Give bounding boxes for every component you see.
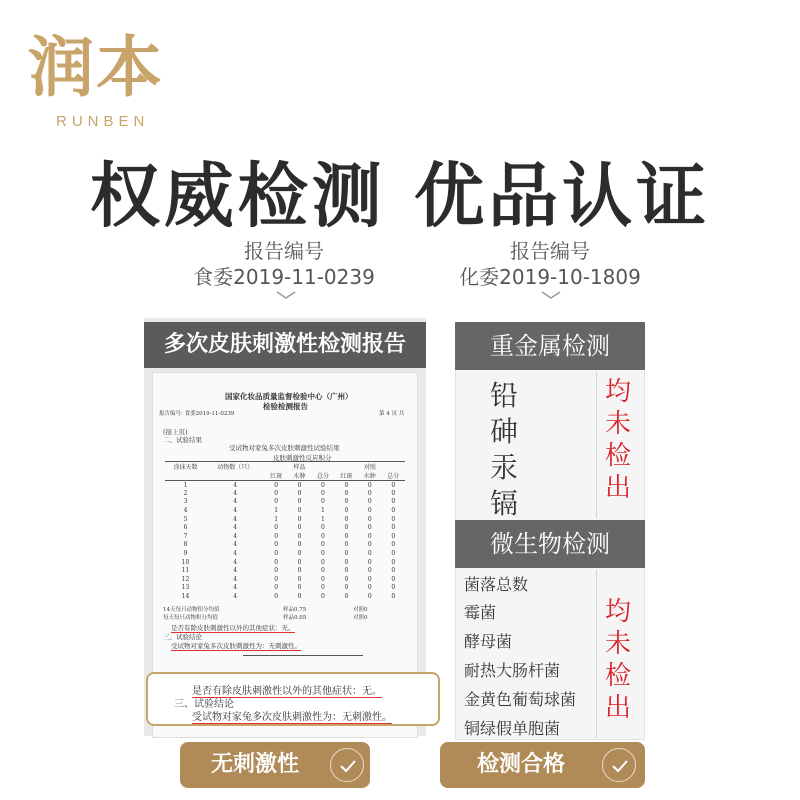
table-row: [165, 489, 405, 498]
result-char: 检: [604, 441, 631, 471]
table-cell: 0: [297, 498, 302, 506]
table-cell: 0: [367, 498, 372, 506]
microbe-result: [603, 596, 633, 724]
metal-item: 砷: [490, 415, 519, 448]
right-report-number: [440, 238, 660, 290]
table-cell: 0: [344, 584, 349, 592]
table-cell: 0: [344, 515, 349, 523]
table-cell: 0: [391, 498, 396, 506]
left-report-label: 报告编号: [244, 239, 324, 263]
table-cell: 0: [367, 541, 372, 549]
table-cell: 4: [183, 507, 188, 515]
table-cell: 0: [391, 593, 396, 601]
table-cell: 0: [344, 507, 349, 515]
table-cell: 0: [297, 550, 302, 558]
table-row: [165, 566, 405, 575]
table-cell: 4: [233, 567, 238, 575]
paper-cont: (接上页): [163, 428, 188, 436]
result-char: 均: [604, 597, 631, 627]
paper-sum1: 14天每只动物积分均值: [163, 607, 220, 613]
sub-col: 红斑: [270, 473, 283, 480]
table-cell: 0: [344, 550, 349, 558]
table-cell: 0: [274, 541, 279, 549]
table-row: [165, 549, 405, 558]
paper-table-title: 受试物对家兔多次皮肤刺激性试验结果: [229, 444, 340, 452]
table-cell: 0: [274, 532, 279, 540]
result-char: 未: [604, 629, 631, 659]
table-cell: 0: [367, 550, 372, 558]
table-cell: 0: [344, 575, 349, 583]
table-cell: 0: [367, 515, 372, 523]
table-cell: 0: [297, 575, 302, 583]
chevron-down-icon: [540, 290, 562, 300]
table-cell: 0: [321, 498, 325, 506]
table-cell: 0: [344, 532, 349, 540]
table-cell: 1: [274, 515, 279, 523]
table-cell: 0: [391, 575, 396, 583]
paper-sum2: 每天每只动物积分均值: [163, 615, 219, 621]
badge-label: 检测合格: [476, 752, 565, 777]
check-icon: [602, 748, 636, 782]
result-char: 出: [604, 473, 631, 503]
microbe-item: 耐热大肠杆菌: [464, 661, 561, 680]
table-cell: 0: [274, 593, 279, 601]
metal-item: 铅: [490, 379, 519, 412]
col-animals-header: 动物数（只）: [217, 464, 254, 471]
paper-sum2-sample: 样品0.05: [283, 615, 307, 621]
result-char: 检: [604, 661, 631, 691]
table-cell: 0: [321, 524, 325, 532]
table-cell: 0: [297, 541, 302, 549]
paper-sec3: 三、试验结论: [163, 633, 202, 641]
table-cell: 0: [391, 524, 396, 532]
divider: [596, 570, 597, 738]
paper-sec1: 二、试验结果: [163, 436, 202, 444]
right-report-value: 化委2019-10-1809: [459, 265, 641, 289]
table-cell: 0: [367, 481, 372, 489]
table-cell: 0: [344, 567, 349, 575]
table-cell: 4: [233, 532, 238, 540]
result-char: 均: [604, 377, 631, 407]
table-cell: 0: [321, 481, 325, 489]
col-control-header: 对照: [363, 464, 376, 471]
table-cell: 0: [344, 593, 349, 601]
table-cell: 0: [344, 481, 349, 489]
brand-name-en: RUNBEN: [56, 113, 150, 130]
table-row: [165, 541, 405, 550]
table-cell: 0: [391, 558, 396, 566]
divider: [596, 372, 597, 518]
table-cell: 4: [233, 575, 238, 583]
table-row: [165, 515, 405, 524]
heavy-metal-header: 重金属检测: [455, 322, 645, 370]
table-cell: 0: [367, 558, 372, 566]
paper-sum1-control: 对照0: [353, 607, 368, 613]
table-cell: 0: [297, 584, 302, 592]
paper-conclusion: 受试物对家兔多次皮肤刺激性为：无刺激性。: [171, 642, 301, 650]
headline: 权威检测 优品认证: [89, 155, 711, 237]
table-cell: 0: [321, 567, 325, 575]
table-cell: 0: [297, 515, 302, 523]
table-cell: 0: [391, 481, 396, 489]
table-cell: 4: [233, 498, 238, 506]
table-cell: 4: [233, 481, 238, 489]
table-cell: 0: [391, 550, 396, 558]
metal-result: [603, 376, 633, 504]
chevron-down-icon: [275, 290, 297, 300]
sub-col: 红斑: [340, 473, 353, 480]
table-cell: 14: [181, 593, 190, 601]
table-cell: 0: [274, 524, 279, 532]
sub-col: 总分: [316, 473, 329, 480]
table-cell: 13: [181, 584, 190, 592]
microbe-item: 酵母菌: [464, 632, 513, 651]
table-row: [165, 481, 405, 490]
table-cell: 0: [321, 532, 325, 540]
table-cell: 6: [183, 524, 188, 532]
badge-label: 无刺激性: [210, 752, 299, 777]
table-cell: 0: [274, 584, 279, 592]
table-cell: 0: [274, 481, 279, 489]
table-cell: 0: [344, 558, 349, 566]
table-cell: 0: [297, 567, 302, 575]
table-cell: 0: [321, 593, 325, 601]
table-cell: 0: [274, 550, 279, 558]
paper-report-no: 报告编号: 食委2019-11-0239: [159, 411, 235, 417]
table-cell: 0: [367, 524, 372, 532]
table-cell: 10: [181, 558, 190, 566]
table-cell: 2: [183, 489, 188, 497]
result-char: 出: [604, 693, 631, 723]
table-cell: 0: [297, 558, 302, 566]
table-row: [165, 498, 405, 507]
brand-logo: 润本: [28, 28, 164, 106]
table-cell: 0: [297, 481, 302, 489]
table-cell: 3: [183, 498, 188, 506]
table-cell: 9: [183, 550, 188, 558]
table-cell: 0: [274, 489, 279, 497]
table-cell: 5: [183, 515, 188, 523]
table-cell: 4: [233, 593, 238, 601]
table-cell: 4: [233, 507, 238, 515]
table-cell: 0: [391, 567, 396, 575]
col-sample-header: 样品: [293, 464, 306, 471]
table-cell: 4: [233, 489, 238, 497]
table-row: [165, 506, 405, 515]
table-cell: 0: [367, 593, 372, 601]
table-cell: 0: [321, 575, 325, 583]
microbe-header: 微生物检测: [455, 520, 645, 568]
paper-subtitle: 检验检测报告: [263, 402, 308, 411]
microbe-item: 金黄色葡萄球菌: [464, 690, 577, 709]
table-cell: 0: [367, 489, 372, 497]
table-cell: 1: [321, 507, 325, 515]
sub-col: 水肿: [363, 473, 376, 480]
table-cell: 0: [297, 507, 302, 515]
microbe-item: 霉菌: [464, 603, 497, 622]
zoom-line1: 是否有除皮肤刺激性以外的其他症状：无。: [192, 682, 382, 698]
table-row: [165, 532, 405, 541]
table-cell: 0: [391, 489, 396, 497]
table-cell: 7: [183, 532, 188, 540]
result-char: 未: [604, 409, 631, 439]
paper-org: 国家化妆品质量监督检验中心（广州）: [225, 392, 353, 401]
test-passed-badge: [440, 742, 645, 788]
table-cell: 0: [344, 524, 349, 532]
metal-item: 镉: [490, 487, 519, 520]
table-cell: 0: [367, 507, 372, 515]
table-row: [165, 575, 405, 584]
table-cell: 0: [391, 532, 396, 540]
no-irritation-badge: [180, 742, 370, 788]
table-cell: 8: [183, 541, 188, 549]
table-cell: 0: [391, 584, 396, 592]
report-panel-title: 多次皮肤刺激性检测报告: [144, 322, 426, 368]
table-cell: 0: [321, 584, 325, 592]
table-cell: 0: [391, 507, 396, 515]
table-row: [165, 592, 405, 601]
col-days-header: 涂抹天数: [173, 464, 198, 471]
table-cell: 0: [297, 524, 302, 532]
table-cell: 1: [274, 507, 279, 515]
table-cell: 0: [391, 515, 396, 523]
signature-line: [243, 655, 363, 656]
check-icon: [330, 748, 364, 782]
table-cell: 12: [181, 575, 190, 583]
table-cell: 0: [274, 558, 279, 566]
table-cell: 4: [233, 541, 238, 549]
sub-col: 水肿: [293, 473, 306, 480]
microbe-item: 菌落总数: [464, 575, 529, 594]
table-cell: 0: [321, 541, 325, 549]
table-cell: 0: [367, 567, 372, 575]
table-cell: 0: [297, 489, 302, 497]
right-report-label: 报告编号: [510, 239, 590, 263]
sub-col: 总分: [387, 473, 400, 480]
table-cell: 0: [344, 498, 349, 506]
metal-item: 汞: [490, 451, 519, 484]
zoom-sec: 三、试验结论: [174, 699, 234, 710]
results-table: [165, 461, 405, 601]
table-cell: 0: [297, 532, 302, 540]
paper-table-sub: 皮肤刺激性反应积分: [273, 454, 332, 462]
table-cell: 0: [344, 489, 349, 497]
left-report-number: [174, 238, 394, 290]
table-cell: 0: [367, 575, 372, 583]
paper-page: 第 4 页 共: [379, 411, 405, 417]
paper-sum2-control: 对照0: [353, 615, 368, 621]
table-cell: 1: [321, 515, 325, 523]
left-report-value: 食委2019-11-0239: [193, 265, 375, 289]
table-cell: 1: [183, 481, 188, 489]
paper-other: 是否有除皮肤刺激性以外的其他症状：无。: [171, 624, 295, 632]
table-cell: 0: [321, 489, 325, 497]
table-cell: 0: [367, 584, 372, 592]
table-cell: 0: [274, 567, 279, 575]
table-cell: 4: [233, 558, 238, 566]
table-cell: 0: [367, 532, 372, 540]
table-cell: 0: [274, 498, 279, 506]
table-cell: 4: [233, 524, 238, 532]
zoom-line2: 受试物对家兔多次皮肤刺激性为：无刺激性。: [192, 708, 392, 724]
table-cell: 0: [274, 575, 279, 583]
table-row: [165, 558, 405, 567]
table-cell: 0: [297, 593, 302, 601]
paper-sum1-sample: 样品0.75: [283, 607, 307, 613]
zoom-callout: [146, 672, 440, 726]
table-cell: 0: [391, 541, 396, 549]
table-cell: 0: [321, 550, 325, 558]
microbe-item: 铜绿假单胞菌: [464, 719, 561, 738]
table-cell: 4: [233, 515, 238, 523]
table-cell: 11: [181, 567, 190, 575]
table-row: [165, 584, 405, 593]
table-cell: 4: [233, 584, 238, 592]
table-row: [165, 523, 405, 532]
table-cell: 4: [233, 550, 238, 558]
table-cell: 0: [321, 558, 325, 566]
table-cell: 0: [344, 541, 349, 549]
